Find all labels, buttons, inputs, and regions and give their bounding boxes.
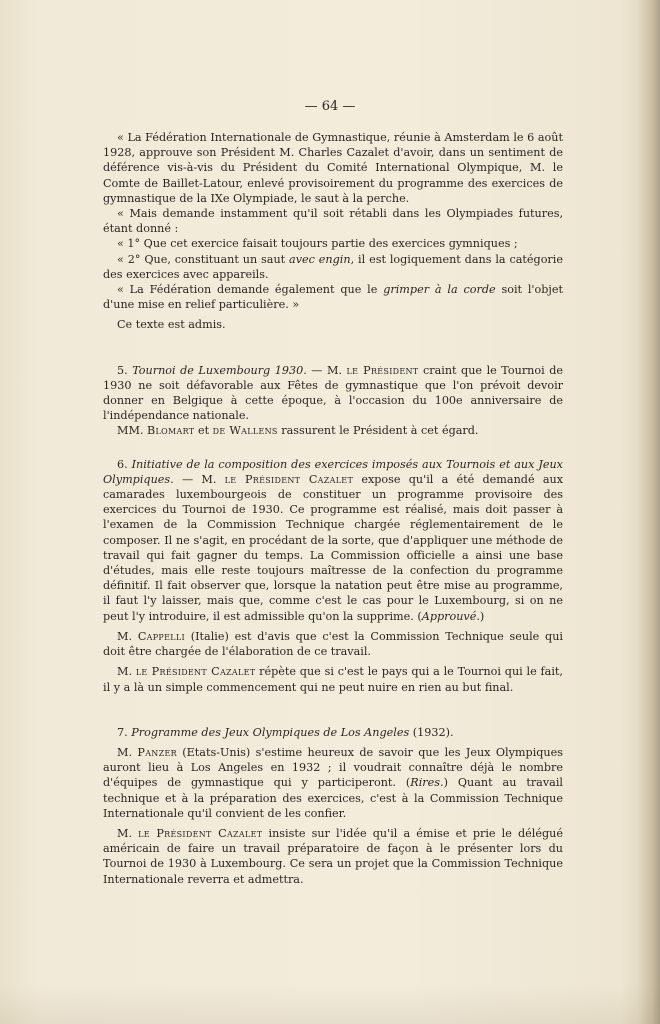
quote-paragraph-4: « 2° Que, constituant un saut avec engin, il est logiquement dans la catégorie des exercices avec appareils. [103,252,563,281]
section-5-title: Tournoi de Luxembourg 1930. [132,363,307,377]
section-7-paragraph-2: M. le Président Cazalet insiste sur l'idée qu'il a émise et prie le délégué américain de faire un travail préparatoire de façon à le présenter lors du Tournoi de 1930 à Luxembourg. Ce sera un projet que la Commission Technique Internationale reverra et admettra. [103,826,563,886]
document-body [103,130,563,887]
section-7-heading: 7. Programme des Jeux Olympiques de Los Angeles (1932). [117,725,454,739]
section-7-paragraph-1: M. Panzer (Etats-Unis) s'estime heureux de savoir que les Jeux Olympiques auront lieu à Los Angeles en 1932 ; il voudrait connaître déjà le nombre d'équipes de gymnastique qui y participeront. (Rires.) Quant au travail technique et à la préparation des exercices, c'est à la Commission Technique Internationale qu'il convient de les confier. [103,745,563,820]
section-6-paragraph-2: M. Cappelli (Italie) est d'avis que c'est la Commission Technique seule qui doit être chargée de l'élaboration de ce travail. [103,629,564,659]
quote-paragraph-3: « 1° Que cet exercice faisait toujours partie des exercices gymniques ; [117,237,518,251]
quote-paragraph-1: « La Fédération Internationale de Gymnastique, réunie à Amsterdam le 6 août 1928, approuve son Président M. Charles Cazalet d'avoir, dans un sentiment de déférence vis-à-vis du Président du Comité International Olympique, M. le Comte de Baillet-Latour, enlevé provisoirement du programme des exercices de gymnastique de la IXe Olympiade, le saut à la perche. [103,131,563,205]
section-5-paragraph-2: MM. Blomart et de Wallens rassurent le Président à cet égard. [117,424,479,438]
quote-paragraph-5: « La Fédération demande également que le grimper à la corde soit l'objet d'une mise en relief particulière. » [103,283,563,312]
section-5-paragraph-1: 5. Tournoi de Luxembourg 1930. — M. le Président craint que le Tournoi de 1930 ne soit défavorable aux Fêtes de gymnastique que l'on prévoit devoir donner en Belgique à cette époque, à l'occasion du 100e anniversaire de l'indépendance nationale. [103,363,563,423]
section-6-paragraph-3: M. le Président Cazalet répète que si c'est le pays qui a le Tournoi qui le fait, il y a là un simple commencement qui ne peut nuire en rien au but final. [103,665,563,694]
section-6-paragraph-1: 6. Initiative de la composition des exercices imposés aux Tournois et aux Jeux Olympiques. — M. le Président Cazalet expose qu'il a été demandé aux camarades luxembourgeois de constituer un programme provisoire des exercices du Tournoi de 1930. Ce programme est réalisé, mais doit passer à l'examen de la Commission Technique chargée réglementairement de le composer. Il ne s'agit, en procédant de la sorte, que d'appliquer une méthode de travail qui fait gagner du temps. La Commission officielle a ainsi une base d'études, mais elle reste toujours maîtresse de la confection du programme définitif. Il fait observer que, lorsque la natation peut être mise au programme, il faut l'y laisser, mais que, comme c'est le cas pour le Luxembourg, si on ne peut l'y introduire, il est admissible qu'on la supprime. (Approuvé.) [103,457,563,623]
page-edge-shadow [638,0,660,1024]
page-bottom-shadow [0,984,660,1024]
section-6-title: Initiative de la composition des exercices imposés aux Tournois et aux Jeux Olympiques. [103,457,563,486]
section-7-title: Programme des Jeux Olympiques de Los Angeles [131,725,410,739]
quote-paragraph-2: « Mais demande instamment qu'il soit rétabli dans les Olympiades futures, étant donné : [103,207,563,236]
adoption-note: Ce texte est admis. [117,318,226,332]
page-number: — 64 — [304,99,356,114]
